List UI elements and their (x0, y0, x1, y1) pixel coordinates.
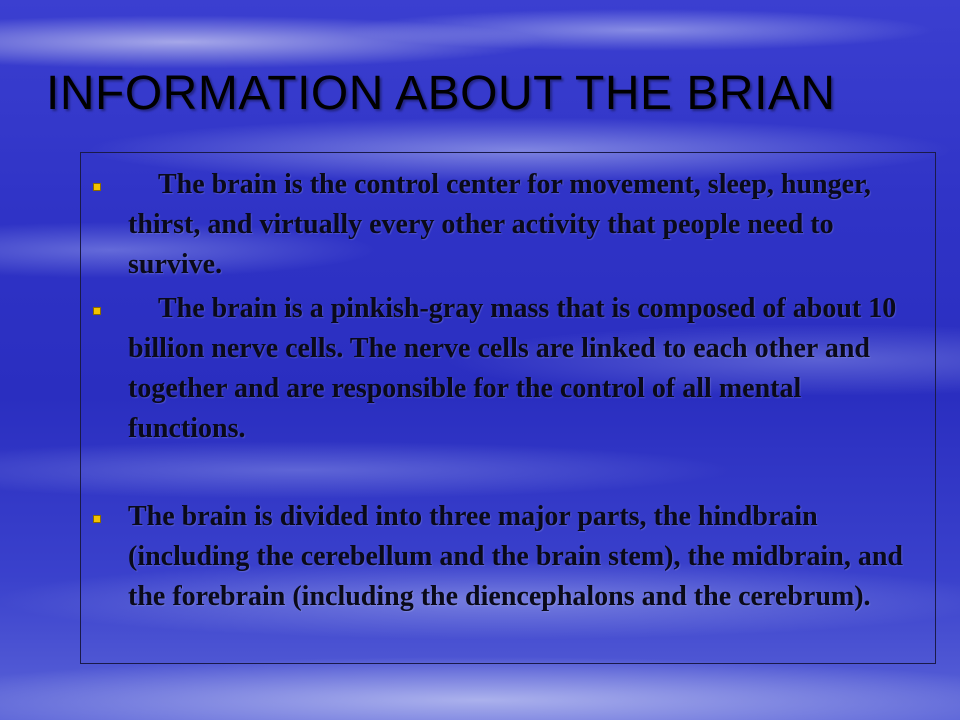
bullet-text-1: The brain is the control center for movement, sleep, hunger, thirst, and virtually every other activity that people need to survive. (128, 169, 871, 280)
square-bullet-icon (93, 515, 101, 523)
bullet-text-3: The brain is divided into three major parts, the hindbrain (including the cerebellum and the brain stem), the midbrain, and the forebrain (including the diencephalons and the cerebrum). (128, 501, 903, 612)
slide-title: INFORMATION ABOUT THE BRIAN (46, 67, 836, 120)
bullet-text-2: The brain is a pinkish-gray mass that is composed of about 10 billion nerve cells. The nerve cells are linked to each other and together and are responsible for the control of all mental functions. (128, 293, 897, 444)
content-box (80, 152, 936, 664)
square-bullet-icon (93, 183, 101, 191)
square-bullet-icon (93, 307, 101, 315)
